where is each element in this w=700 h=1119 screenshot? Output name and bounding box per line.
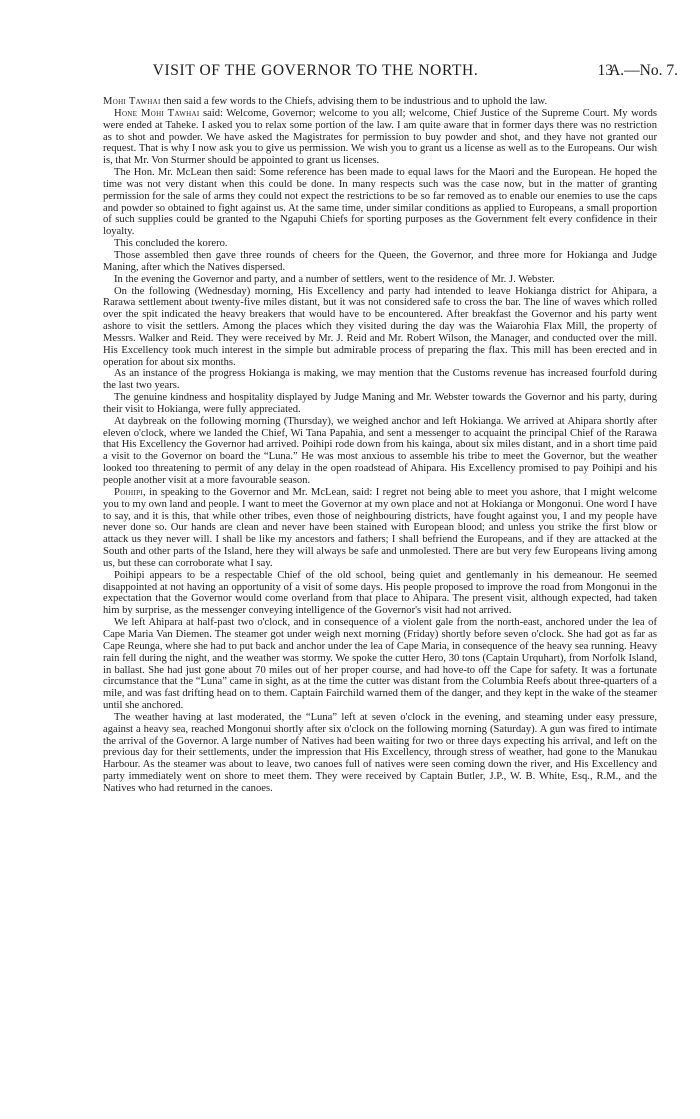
running-title: VISIT OF THE GOVERNOR TO THE NORTH. xyxy=(152,62,479,79)
paragraph xyxy=(103,274,657,286)
document-reference: A.—No. 7. xyxy=(609,62,678,79)
speaker-name: Hone Mohi Tawhai xyxy=(114,107,200,119)
paragraph-text: On the following (Wednesday) morning, His Excellency and party had intended to leave Hokianga district for Ahipara, a Rarawa settlement about twenty-five miles distant, but it was not considered safe to cross the bar. The line of waves which rolled over the spit indicated the heavy breakers that would have to be encountered. After breakfast the Governor and his party went ashore to visit the settlers. Among the places which they visited during the day was the Waiarohia Flax Mill, the property of Messrs. Walker and Reid. They were received by Mr. J. Reid and Mr. Robert Wilson, the Manager, and conducted over the mill. His Excellency took much interest in the simple but admirable process of preparing the flax. This mill has been erected and in operation for about six months. xyxy=(103,285,657,368)
paragraph xyxy=(103,108,657,167)
paragraph-text: Poihipi appears to be a respectable Chief of the old school, being quiet and gentlemanly in his demeanour. He seemed disappointed at not having an opportunity of a visit of some days. His people proposed to improve the road from Mongonui in the expectation that the Governor would come overland from that place to Ahipara. The present visit, although expected, had taken him by surprise, as the messenger conveying intelligence of the Governor's visit had not arrived. xyxy=(103,569,657,617)
paragraph xyxy=(103,712,657,795)
paragraph-text: said: Welcome, Governor; welcome to you all; welcome, Chief Justice of the Supreme Court. My words were ended at Taheke. I asked you to relax some portion of the law. I am quite aware that in former days there was no restriction as to shot and powder. We have asked the Magistrates for permission to buy powder and shot, and they have not granted our request. That is why I now ask you to give us permission. We wish you to grant us a license as well as to the Europeans. Our wish is, that Mr. Von Sturmer should be appointed to grant us licenses. xyxy=(103,107,657,167)
paragraph xyxy=(103,416,657,487)
paragraph xyxy=(103,250,657,274)
paragraph-text: This concluded the korero. xyxy=(114,238,228,250)
paragraph xyxy=(103,286,657,369)
paragraph xyxy=(103,570,657,617)
paragraph xyxy=(103,238,657,250)
paragraph xyxy=(103,167,657,238)
paragraph xyxy=(103,617,657,712)
paragraph-text: In the evening the Governor and party, and a number of settlers, went to the residence of Mr. J. Webster. xyxy=(114,273,555,285)
paragraph xyxy=(103,487,657,570)
paragraph-text: At daybreak on the following morning (Thursday), we weighed anchor and left Hokianga. We arrived at Ahipara shortly after eleven o'clock, where we landed the Chief, Wi Tana Papahia, and sent a messenger to acquaint the principal Chief of the Rarawa that His Excellency the Governor had arrived. Poihipi rode down from his kainga, about six miles distant, and in a short time paid a visit to the Governor on board the “Luna.” He was most anxious to assemble his tribe to meet the Governor, but the weather looked too threatening to permit of any delay in the open roadstead of Ahipara. His Excellency promised to pay Poihipi and his people another visit at a more favourable season. xyxy=(103,415,657,486)
paragraph-text: The genuine kindness and hospitality displayed by Judge Maning and Mr. Webster towards the Governor and his party, during their visit to Hokianga, were fully appreciated. xyxy=(103,392,657,415)
speaker-name: Poihipi xyxy=(114,486,143,498)
paragraph xyxy=(103,96,657,108)
paragraph-text: As an instance of the progress Hokianga is making, we may mention that the Customs revenue has increased fourfold during the last two years. xyxy=(103,368,657,392)
paragraph-text: The weather having at last moderated, the “Luna” left at seven o'clock in the evening, and steaming under easy pressure, against a heavy sea, reached Mongonui shortly after six o'clock on the following morning (Saturday). A gun was fired to intimate the arrival of the Governor. A large number of Natives had been waiting for two or three days expecting his arrival, and left on the previous day for their settlements, under the impression that His Excellency, through stress of weather, had gone to the Manukau Harbour. As the steamer was about to leave, two canoes full of natives were seen coming down the river, and His Excellency and party immediately went on shore to meet them. They were received by Captain Butler, J.P., W. B. White, Esq., R.M., and the Natives who had returned in the canoes. xyxy=(103,711,657,794)
paragraph-text: , in speaking to the Governor and Mr. McLean, said: I regret not being able to meet you ashore, that I might welcome you to my own land and people. I want to meet the Governor at my own place and not at Hokianga or Mongonui. One word I have to say, and it is this, that while other tribes, even those of neighbouring districts, have fought against you, I and my people have never done so. Our hands are clean and never have been stained with European blood; and unless you strike the first blow or attack us they never will. I shall be like my ancestors and fathers; I shall befriend the Europeans, and if they are attacked at the South and other parts of the Island, here they will always be safe and unmolested. There are but very few Europeans living among us, but these can corroborate what I say. xyxy=(103,486,657,569)
page-number: 13 xyxy=(597,62,613,79)
paragraph-text: then said a few words to the Chiefs, advising them to be industrious and to uphold the law. xyxy=(160,96,548,107)
paragraph xyxy=(103,392,657,416)
body-text xyxy=(103,96,657,795)
paragraph-text: We left Ahipara at half-past two o'clock, and in consequence of a violent gale from the north-east, anchored under the lea of Cape Maria Van Diemen. The steamer got under weigh next morning (Friday) shortly before seven o'clock. She had got as far as Cape Reunga, where she had to put back and anchor under the lea of Cape Maria, in consequence of the heavy sea running. Heavy rain fell during the night, and the weather was stormy. We spoke the cutter Hero, 30 tons (Captain Urquhart), from Norfolk Island, in ballast. She had just gone about 70 miles out of her proper course, and had hove-to off the Cape for safety. It was a fortunate circumstance that the “Luna” came in sight, as at the time the cutter was distant from the Columbia Reefs about three-quarters of a mile, and was fast drifting head on to them. Captain Fairchild warned them of the danger, and they kept in the wake of the steamer until she anchored. xyxy=(103,617,657,712)
paragraph xyxy=(103,368,657,392)
speaker-name: Mohi Tawhai xyxy=(103,96,161,107)
page-header xyxy=(103,62,678,82)
paragraph-text: The Hon. Mr. McLean then said: Some reference has been made to equal laws for the Maori and the European. He hoped the time was not very distant when this could be done. In many respects such was the case now, but in the matter of granting permission for the sale of arms they could not expect the restrictions to be so far removed as to enable our enemies to use the caps and powder so obtained to fight against us. At the same time, under similar conditions as applied to Europeans, a small proportion of such supplies could be granted to the Ngapuhi Chiefs for sporting purposes as the Government felt every confidence in their loyalty. xyxy=(103,167,657,238)
paragraph-text: Those assembled then gave three rounds of cheers for the Queen, the Governor, and three more for Hokianga and Judge Maning, after which the Natives dispersed. xyxy=(103,249,657,273)
